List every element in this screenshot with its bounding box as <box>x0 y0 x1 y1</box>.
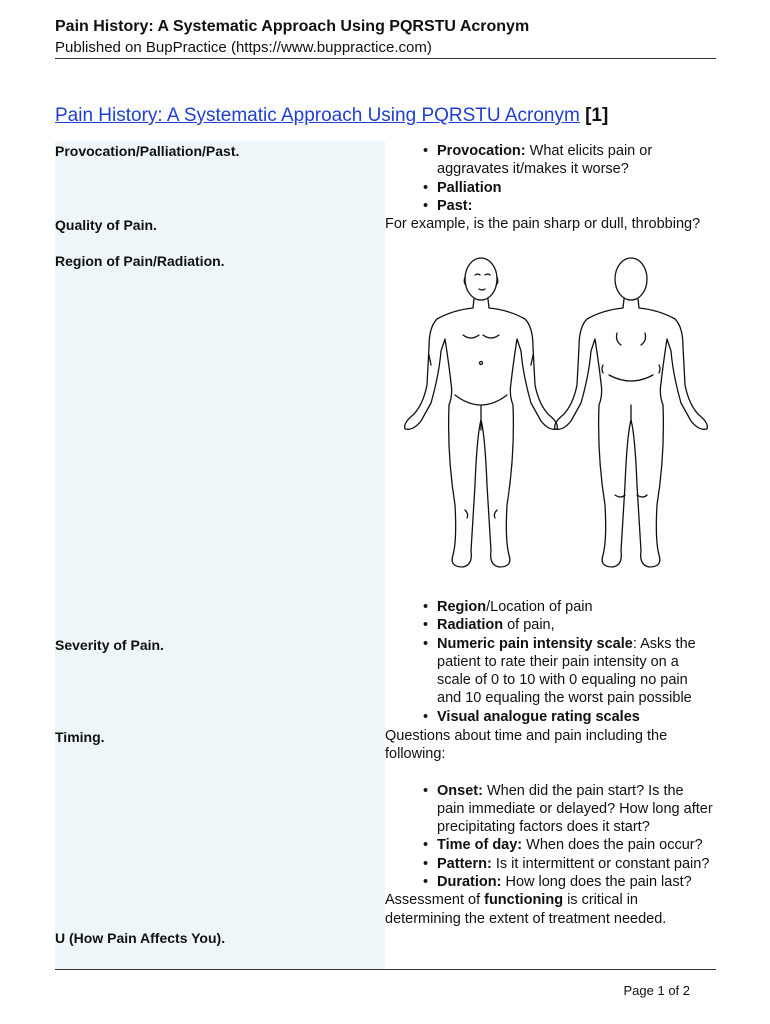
provocation-list <box>385 142 715 215</box>
back-body-outline <box>555 258 708 567</box>
list-item: • Radiation of pain, <box>437 616 715 634</box>
row-label-quality: Quality of Pain. <box>55 217 157 233</box>
list-item: • Region/Location of pain <box>437 598 715 616</box>
region-list <box>385 598 715 726</box>
page-number: Page 1 of 2 <box>623 983 690 998</box>
list-item: • Provocation: What elicits pain or aggravates it/makes it worse? <box>437 142 715 179</box>
row-label-region: Region of Pain/Radiation. <box>55 253 225 269</box>
reference-marker: [1] <box>585 105 609 126</box>
document-header <box>55 17 715 58</box>
list-item: • Past: <box>437 197 715 215</box>
timing-list <box>385 782 715 892</box>
timing-content <box>385 727 715 928</box>
document-title: Pain History: A Systematic Approach Using PQRSTU Acronym <box>55 18 530 35</box>
row-label-severity: Severity of Pain. <box>55 637 164 653</box>
list-item: • Numeric pain intensity scale: Asks the patient to rate their pain intensity on a scale of 0 to 10 with 0 equaling no pain and 10 equaling the worst pain possible <box>437 635 715 708</box>
document-subtitle: Published on BupPractice (https://www.buppractice.com) <box>55 39 432 56</box>
row-label-affects: U (How Pain Affects You). <box>55 930 226 946</box>
quality-text: For example, is the pain sharp or dull, throbbing? <box>385 216 701 233</box>
list-item: • Pattern: Is it intermittent or constant pain? <box>437 855 715 873</box>
list-item: • Duration: How long does the pain last? <box>437 873 715 891</box>
list-item: • Visual analogue rating scales <box>437 708 715 726</box>
timing-intro: Questions about time and pain including the following: <box>385 728 668 763</box>
provocation-content <box>385 142 715 233</box>
list-item: • Time of day: When does the pain occur? <box>437 836 715 854</box>
row-label-timing: Timing. <box>55 729 105 745</box>
functioning-text: Assessment of functioning is critical in determining the extent of treatment needed. <box>385 892 667 927</box>
region-content <box>385 598 715 726</box>
title-link[interactable]: Pain History: A Systematic Approach Using PQRSTU Acronym <box>55 105 580 126</box>
front-body-outline <box>405 258 558 567</box>
row-label-provocation: Provocation/Palliation/Past. <box>55 143 240 159</box>
footer-divider <box>55 969 716 970</box>
list-item: • Palliation <box>437 179 715 197</box>
page-title <box>55 104 608 128</box>
header-divider <box>55 58 716 59</box>
list-item: • Onset: When did the pain start? Is the pain immediate or delayed? How long after precipitating factors does it start? <box>437 782 715 837</box>
body-diagram <box>393 255 718 580</box>
